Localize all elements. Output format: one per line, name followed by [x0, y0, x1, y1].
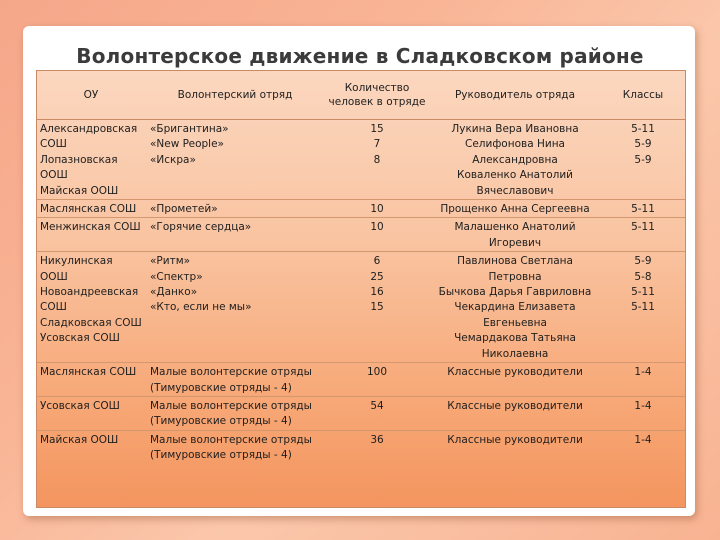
table-row — [37, 120, 685, 200]
cell-leader-entry: Павлинова Светлана Петровна — [457, 255, 573, 283]
cell-otryad-entry: Малые волонтерские отряды (Тимуровские отряды - 4) — [150, 399, 312, 428]
cell-count — [325, 200, 429, 218]
cell-otryad-entry: «Данко» — [150, 286, 198, 299]
cell-classes-entry: 5-11 — [631, 203, 655, 216]
cell-count-entry: 6 — [373, 255, 381, 268]
cell-ou-entry: Никулинская ООШ — [40, 255, 113, 283]
cell-count-entry: 25 — [370, 270, 384, 283]
cell-leader-entry: Лукина Вера Ивановна — [451, 123, 579, 135]
cell-leader-entry: Классные руководители — [447, 366, 583, 379]
cell-ou — [37, 430, 145, 463]
cell-leader-entry: Коваленко Анатолий Вячеславович — [456, 169, 574, 197]
volunteer-table-container — [36, 70, 686, 508]
cell-count-entry: 15 — [370, 301, 384, 314]
cell-classes-entry: 1-4 — [634, 433, 652, 446]
cell-ou-entry: Маслянская СОШ — [40, 366, 137, 379]
cell-ou — [37, 396, 145, 430]
cell-ou-entry: Майская ООШ — [40, 433, 119, 446]
cell-ou — [37, 120, 145, 200]
cell-classes — [601, 252, 685, 363]
cell-ou-entry: Новоандреевская СОШ — [40, 286, 139, 314]
cell-classes-entry: 5-8 — [634, 270, 652, 283]
cell-leader-entry: Малашенко Анатолий Игоревич — [454, 221, 576, 249]
cell-classes-entry: 5-11 — [631, 286, 655, 299]
cell-count-entry: 100 — [366, 366, 388, 379]
header-classes: Классы — [601, 71, 685, 120]
cell-otryad-entry: «Ритм» — [150, 255, 191, 268]
table-header-row — [37, 71, 685, 120]
cell-ou-entry: Усовская СОШ — [40, 332, 120, 345]
cell-otryad-entry: «Горячие сердца» — [150, 221, 252, 234]
cell-leader — [429, 363, 601, 397]
cell-count-entry: 16 — [370, 286, 384, 299]
header-count: Количество человек в отряде — [325, 71, 429, 120]
cell-ou-entry: Маслянская СОШ — [40, 203, 137, 216]
cell-leader-entry: Классные руководители — [447, 433, 583, 446]
cell-leader-entry: Чемардакова Татьяна Николаевна — [454, 332, 576, 360]
cell-otryad — [145, 430, 325, 463]
cell-classes-entry: 1-4 — [634, 399, 652, 412]
cell-ou — [37, 218, 145, 252]
cell-otryad-entry: «Искра» — [150, 153, 196, 166]
cell-leader-entry: Бычкова Дарья Гавриловна — [438, 286, 592, 299]
cell-count — [325, 396, 429, 430]
cell-ou-entry: Усовская СОШ — [40, 399, 120, 412]
cell-otryad — [145, 120, 325, 200]
cell-leader-entry: Чекардина Елизавета Евгеньевна — [454, 301, 576, 329]
header-leader: Руководитель отряда — [429, 71, 601, 120]
cell-otryad-entry: «Прометей» — [150, 203, 218, 216]
header-ou: ОУ — [37, 71, 145, 120]
cell-count — [325, 430, 429, 463]
cell-classes — [601, 363, 685, 397]
cell-classes-entry: 5-9 — [634, 153, 652, 166]
cell-otryad — [145, 396, 325, 430]
cell-ou-entry: Лопазновская ООШ — [40, 153, 118, 182]
cell-otryad — [145, 252, 325, 363]
table-row — [37, 430, 685, 463]
cell-leader — [429, 120, 601, 200]
cell-ou-entry: Сладковская СОШ — [40, 316, 142, 329]
cell-otryad-entry: «New People» — [150, 138, 224, 151]
cell-ou — [37, 200, 145, 218]
cell-otryad-entry: «Бригантина» — [150, 123, 229, 135]
cell-count-entry: 7 — [373, 138, 381, 151]
cell-classes-entry: 5-11 — [631, 221, 655, 234]
cell-classes — [601, 396, 685, 430]
page-title: Волонтерское движение в Сладковском районе — [76, 44, 644, 68]
cell-leader-entry: Селифонова Нина Александровна — [465, 138, 565, 166]
cell-classes — [601, 218, 685, 252]
cell-leader-entry: Прощенко Анна Сергеевна — [440, 203, 590, 216]
cell-classes-entry: 1-4 — [634, 366, 652, 379]
cell-leader — [429, 430, 601, 463]
cell-count — [325, 120, 429, 200]
cell-classes-entry: 5-11 — [631, 301, 655, 314]
cell-otryad-entry: Малые волонтерские отряды (Тимуровские отряды - 4) — [150, 433, 312, 462]
cell-otryad — [145, 218, 325, 252]
volunteer-table — [37, 71, 685, 464]
cell-classes — [601, 200, 685, 218]
table-row — [37, 218, 685, 252]
cell-otryad-entry: «Спектр» — [150, 270, 203, 283]
cell-leader — [429, 218, 601, 252]
cell-classes — [601, 430, 685, 463]
table-row — [37, 396, 685, 430]
cell-leader — [429, 396, 601, 430]
header-otryad: Волонтерский отряд — [145, 71, 325, 120]
table-body — [37, 120, 685, 464]
cell-classes — [601, 120, 685, 200]
cell-ou-entry: Майская ООШ — [40, 184, 119, 197]
cell-count-entry: 8 — [373, 153, 381, 166]
table-row — [37, 200, 685, 218]
cell-count — [325, 218, 429, 252]
cell-count-entry: 54 — [370, 399, 384, 412]
cell-leader — [429, 252, 601, 363]
cell-count — [325, 252, 429, 363]
cell-leader-entry: Классные руководители — [447, 399, 583, 412]
cell-classes-entry: 5-9 — [634, 138, 652, 151]
cell-count-entry: 15 — [370, 123, 384, 135]
cell-otryad-entry: «Кто, если не мы» — [150, 301, 252, 314]
cell-count-entry: 36 — [370, 433, 384, 446]
cell-ou — [37, 363, 145, 397]
cell-ou-entry: Александровская СОШ — [40, 123, 138, 151]
cell-count-entry: 10 — [370, 221, 384, 234]
cell-ou — [37, 252, 145, 363]
cell-otryad-entry: Малые волонтерские отряды (Тимуровские отряды - 4) — [150, 366, 312, 394]
cell-otryad — [145, 363, 325, 397]
table-row — [37, 252, 685, 363]
cell-classes-entry: 5-9 — [634, 255, 652, 268]
cell-count — [325, 363, 429, 397]
cell-ou-entry: Менжинская СОШ — [40, 221, 141, 234]
cell-classes-entry: 5-11 — [631, 123, 655, 135]
cell-count-entry: 10 — [370, 203, 384, 216]
cell-leader — [429, 200, 601, 218]
cell-otryad — [145, 200, 325, 218]
table-row — [37, 363, 685, 397]
